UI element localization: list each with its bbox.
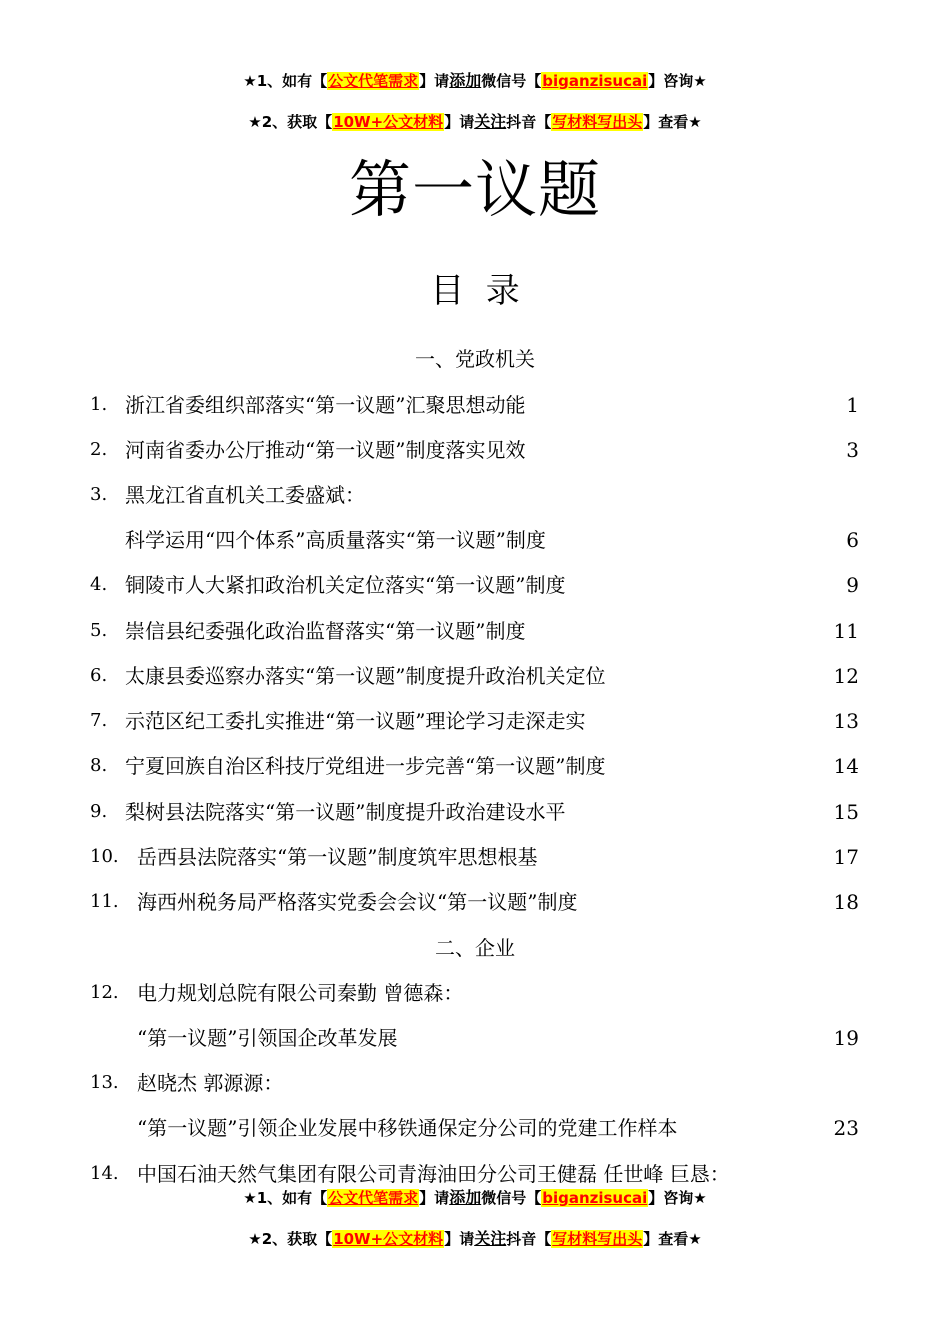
toc-entry-title: 海西州税务局严格落实党委会会议“第一议题”制度: [137, 890, 578, 914]
banner-text: ★1、如有【: [243, 72, 328, 90]
toc-entry-page: 12: [833, 664, 859, 688]
toc-entry[interactable]: [0, 570, 950, 600]
promo-banner-line-1: [0, 71, 950, 91]
toc-entry-continuation[interactable]: [0, 525, 950, 555]
toc-entry-number: 9.: [90, 801, 108, 822]
toc-entry-continuation[interactable]: [0, 1023, 950, 1053]
banner-highlight: 写材料写出头: [552, 1230, 643, 1248]
promo-banner-line-2: [0, 112, 950, 132]
toc-entry[interactable]: [0, 435, 950, 465]
toc-entry-number: 7.: [90, 710, 108, 731]
toc-entry-number: 6.: [90, 665, 108, 686]
banner-highlight: 公文代笔需求: [328, 1189, 419, 1207]
toc-entry[interactable]: [0, 887, 950, 917]
toc-entry-title: 黑龙江省直机关工委盛斌：: [125, 483, 365, 507]
toc-entry-title: 太康县委巡察办落实“第一议题”制度提升政治机关定位: [125, 664, 606, 688]
banner-text: 微信号【: [481, 72, 542, 90]
toc-entry-continuation[interactable]: [0, 1113, 950, 1143]
toc-entry-page: 17: [833, 845, 859, 869]
banner-underlined: 关注: [474, 1229, 507, 1248]
toc-entry-page: 18: [833, 890, 859, 914]
banner-text: 】请: [444, 1230, 475, 1248]
toc-entry-number: 5.: [90, 620, 108, 641]
banner-underlined: 关注: [474, 112, 507, 131]
promo-banner-footer-line-2: [0, 1229, 950, 1249]
toc-entry[interactable]: [0, 797, 950, 827]
section-heading-enterprise: 二、企业: [435, 936, 515, 960]
toc-entry-title: 示范区纪工委扎实推进“第一议题”理论学习走深走实: [125, 709, 586, 733]
banner-text: 】请: [444, 113, 475, 131]
toc-entry-number: 13.: [90, 1072, 119, 1093]
banner-highlight: biganzisucai: [542, 72, 648, 90]
banner-highlight: 10W+公文材料: [333, 113, 444, 131]
toc-entry-number: 2.: [90, 439, 108, 460]
promo-banner-footer-line-1: [0, 1188, 950, 1208]
document-title: 第一议题: [348, 153, 601, 226]
toc-entry-title: “第一议题”引领国企改革发展: [137, 1026, 398, 1050]
banner-text: 】查看★: [643, 113, 702, 131]
banner-text: 抖音【: [506, 113, 552, 131]
banner-text: 微信号【: [481, 1189, 542, 1207]
banner-highlight: biganzisucai: [542, 1189, 648, 1207]
toc-entry[interactable]: [0, 390, 950, 420]
banner-highlight: 公文代笔需求: [328, 72, 419, 90]
toc-entry-number: 3.: [90, 484, 108, 505]
banner-highlight: 写材料写出头: [552, 113, 643, 131]
banner-text: 抖音【: [506, 1230, 552, 1248]
toc-entry-title: 河南省委办公厅推动“第一议题”制度落实见效: [125, 438, 526, 462]
toc-entry[interactable]: [0, 978, 950, 1008]
toc-entry-title: 岳西县法院落实“第一议题”制度筑牢思想根基: [137, 845, 538, 869]
banner-text: 】查看★: [643, 1230, 702, 1248]
section-heading-government: 一、党政机关: [415, 347, 535, 371]
toc-entry[interactable]: [0, 706, 950, 736]
toc-entry-title: 中国石油天然气集团有限公司青海油田分公司王健磊 任世峰 巨恳：: [137, 1162, 730, 1186]
toc-heading: 目 录: [430, 271, 520, 311]
toc-entry-page: 11: [833, 619, 859, 643]
toc-entry-page: 19: [833, 1026, 859, 1050]
banner-highlight: 10W+公文材料: [333, 1230, 444, 1248]
toc-entry-page: 3: [846, 438, 859, 462]
toc-entry-page: 14: [833, 754, 859, 778]
toc-entry-page: 13: [833, 709, 859, 733]
toc-entry-title: 科学运用“四个体系”高质量落实“第一议题”制度: [125, 528, 546, 552]
toc-entry-page: 6: [846, 528, 859, 552]
banner-text: 】咨询★: [648, 1189, 707, 1207]
toc-entry-title: 崇信县纪委强化政治监督落实“第一议题”制度: [125, 619, 526, 643]
toc-entry-title: “第一议题”引领企业发展中移铁通保定分公司的党建工作样本: [137, 1116, 678, 1140]
toc-entry[interactable]: [0, 751, 950, 781]
toc-entry-number: 1.: [90, 394, 108, 415]
toc-entry-title: 梨树县法院落实“第一议题”制度提升政治建设水平: [125, 800, 566, 824]
banner-text: ★2、获取【: [248, 1230, 333, 1248]
toc-entry-title: 电力规划总院有限公司秦勤 曾德森：: [137, 981, 464, 1005]
toc-entry-title: 铜陵市人大紧扣政治机关定位落实“第一议题”制度: [125, 573, 566, 597]
toc-entry-page: 1: [846, 393, 859, 417]
toc-entry[interactable]: [0, 661, 950, 691]
toc-entry-page: 15: [833, 800, 859, 824]
toc-entry-number: 4.: [90, 574, 108, 595]
toc-entry-title: 赵晓杰 郭源源：: [137, 1071, 284, 1095]
toc-entry[interactable]: [0, 480, 950, 510]
banner-underlined: 添加: [449, 71, 482, 90]
toc-entry-page: 9: [846, 573, 859, 597]
banner-underlined: 添加: [449, 1188, 482, 1207]
toc-entry-number: 12.: [90, 982, 119, 1003]
banner-text: 】咨询★: [648, 72, 707, 90]
banner-text: ★2、获取【: [248, 113, 333, 131]
banner-text: 】请: [419, 1189, 450, 1207]
toc-entry-number: 10.: [90, 846, 119, 867]
toc-entry[interactable]: [0, 1068, 950, 1098]
banner-text: 】请: [419, 72, 450, 90]
toc-entry[interactable]: [0, 616, 950, 646]
toc-entry[interactable]: [0, 842, 950, 872]
toc-entry-title: 宁夏回族自治区科技厅党组进一步完善“第一议题”制度: [125, 754, 606, 778]
banner-text: ★1、如有【: [243, 1189, 328, 1207]
toc-entry-number: 11.: [90, 891, 119, 912]
toc-entry-number: 8.: [90, 755, 108, 776]
toc-entry-number: 14.: [90, 1163, 119, 1184]
toc-entry-title: 浙江省委组织部落实“第一议题”汇聚思想动能: [125, 393, 526, 417]
toc-entry[interactable]: [0, 1159, 950, 1189]
toc-entry-page: 23: [833, 1116, 859, 1140]
